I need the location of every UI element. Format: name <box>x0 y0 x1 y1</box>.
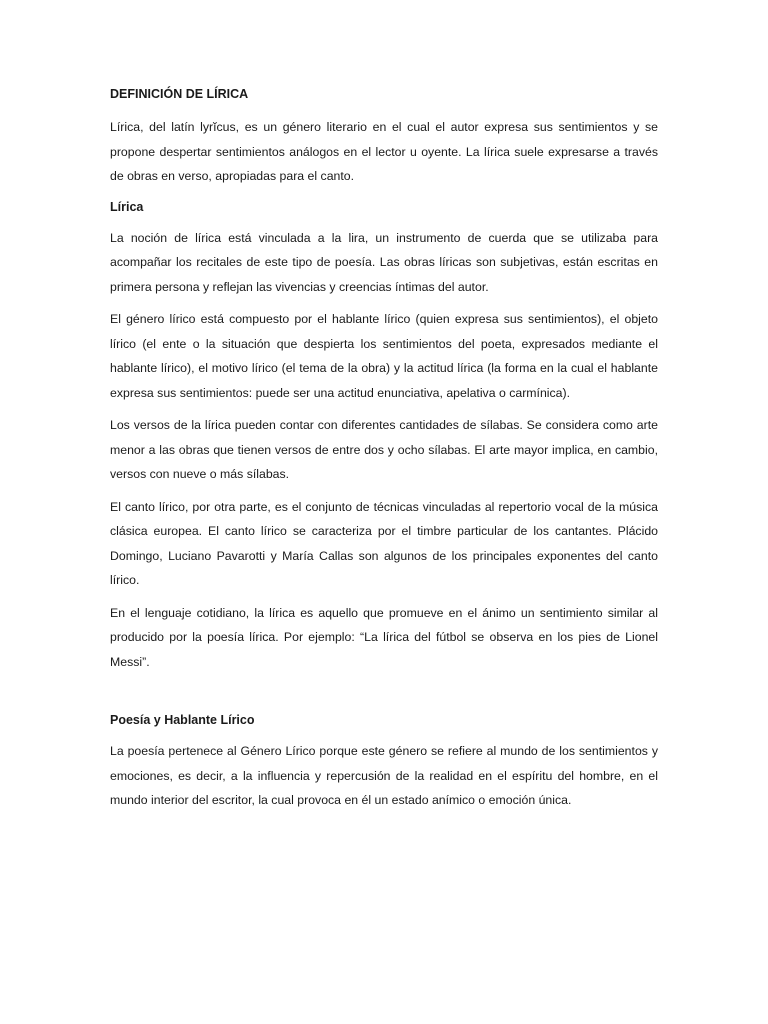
intro-paragraph: Lírica, del latín lyrĭcus, es un género literario en el cual el autor expresa sus sentimientos y se propone despertar sentimientos análogos en el lector u oyente. La lírica suele expresarse a través de obras en verso, apropiadas para el canto. <box>110 120 658 183</box>
section-heading-lirica: Lírica <box>110 199 144 214</box>
section-heading-poesia: Poesía y Hablante Lírico <box>110 713 255 727</box>
paragraph-canto-lirico: El canto lírico, por otra parte, es el conjunto de técnicas vinculadas al repertorio vocal de la música clásica europea. El canto lírico se caracteriza por el timbre particular de los cantantes. Plácido Domingo, Luciano Pavarotti y María Callas son algunos de los principales exponentes del canto lírico. <box>110 499 658 587</box>
paragraph-lira: La noción de lírica está vinculada a la lira, un instrumento de cuerda que se utilizaba para acompañar los recitales de este tipo de poesía. Las obras líricas son subjetivas, están escritas en primera persona y reflejan las vivencias y creencias íntimas del autor. <box>110 230 658 294</box>
section-spacer <box>110 682 658 710</box>
paragraph-versos: Los versos de la lírica pueden contar con diferentes cantidades de sílabas. Se considera como arte menor a las obras que tienen versos de entre dos y ocho sílabas. El arte mayor implica, en cambio, versos con nueve o más sílabas. <box>110 418 658 481</box>
document-title: DEFINICIÓN DE LÍRICA <box>110 87 249 101</box>
paragraph-genero-lirico: El género lírico está compuesto por el hablante lírico (quien expresa sus sentimientos), el objeto lírico (el ente o la situación que despierta los sentimientos del poeta, expresados mediante el hablante lírico), el motivo lírico (el tema de la obra) y la actitud lírica (la forma en la cual el hablante expresa sus sentimientos: puede ser una actitud enunciativa, apelativa o carmínica). <box>110 312 658 400</box>
paragraph-poesia: La poesía pertenece al Género Lírico porque este género se refiere al mundo de los sentimientos y emociones, es decir, a la influencia y repercusión de la realidad en el espíritu del hombre, en el mundo interior del escritor, la cual provoca en él un estado anímico o emoción única. <box>110 744 658 807</box>
paragraph-lenguaje-cotidiano: En el lenguaje cotidiano, la lírica es aquello que promueve en el ánimo un sentimiento similar al producido por la poesía lírica. Por ejemplo: “La lírica del fútbol se observa en los pies de Lionel Messi”. <box>110 605 658 669</box>
